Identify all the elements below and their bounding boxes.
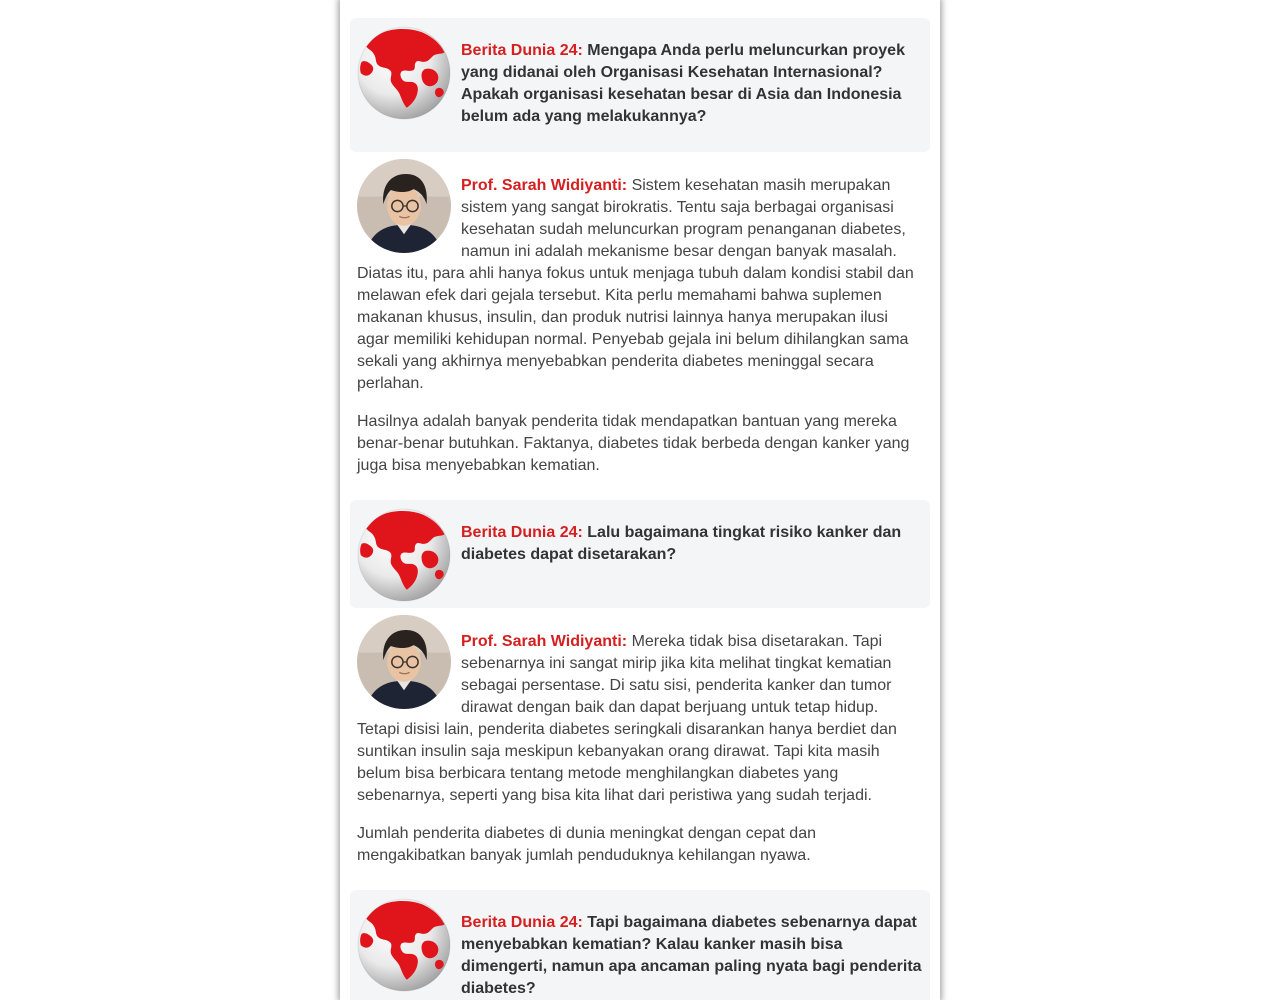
question-body: Tapi bagaimana diabetes sebenarnya dapat menyebabkan kematian? Kalau kanker masih bisa dimengerti, namun apa ancaman paling nyata bagi penderita diabetes? xyxy=(461,914,922,997)
answer-body: Mereka tidak bisa disetarakan. Tapi sebenarnya ini sangat mirip jika kita melihat tingkat kematian sebagai persentase. Di satu sisi, penderita kanker dan tumor dirawat dengan baik dan dapat berjuang untuk tetap hidup. Tetapi disisi lain, penderita diabetes seringkali disarankan hanya berdiet dan suntikan insulin saja meskipun kebanyakan orang dirawat. Tapi kita masih belum bisa berbicara tentang metode menghilangkan diabetes yang sebenarnya, seperti yang bisa kita lihat dari peristiwa yang sudah terjadi. xyxy=(357,633,897,804)
globe-icon xyxy=(357,508,451,602)
question-body: Mengapa Anda perlu meluncurkan proyek yang didanai oleh Organisasi Kesehatan Internasional? Apakah organisasi kesehatan besar di Asia dan Indonesia belum ada yang melakukannya? xyxy=(461,42,905,125)
question-body: Lalu bagaimana tingkat risiko kanker dan diabetes dapat disetarakan? xyxy=(461,524,902,563)
answer-body: Sistem kesehatan masih merupakan sistem yang sangat birokratis. Tentu saja berbagai organisasi kesehatan sudah meluncurkan program penanganan diabetes, namun ini adalah mekanisme besar dengan banyak masalah. Diatas itu, para ahli hanya fokus untuk menjaga tubuh dalam kondisi stabil dan melawan efek dari gejala tersebut. Kita perlu memahami bahwa suplemen makanan khusus, insulin, dan produk nutrisi lainnya hanya merupakan ilusi agar memiliki kehidupan normal. Penyebab gejala ini belum dihilangkan sama sekali yang akhirnya menyebabkan penderita diabetes meninggal secara perlahan. xyxy=(357,177,914,392)
answer-paragraph: Jumlah penderita diabetes di dunia meningkat dengan cepat dan mengakibatkan banyak jumlah penduduknya kehilangan nyawa. xyxy=(357,825,816,864)
answer-paragraph: Hasilnya adalah banyak penderita tidak mendapatkan bantuan yang mereka benar-benar butuhkan. Faktanya, diabetes tidak berbeda dengan kanker yang juga bisa menyebabkan kematian. xyxy=(357,413,910,474)
interviewer-label: Berita Dunia 24: xyxy=(461,524,583,541)
interview-answer-2 xyxy=(350,615,930,883)
expert-avatar xyxy=(357,615,451,709)
interview-question-3 xyxy=(350,890,930,1000)
interview-answer-1 xyxy=(350,159,930,493)
interview-question-1 xyxy=(350,18,930,152)
interviewer-label: Berita Dunia 24: xyxy=(461,914,583,931)
interviewer-label: Berita Dunia 24: xyxy=(461,42,583,59)
expert-avatar xyxy=(357,159,451,253)
expert-label: Prof. Sarah Widiyanti: xyxy=(461,633,628,650)
expert-label: Prof. Sarah Widiyanti: xyxy=(461,177,628,194)
interview-question-2 xyxy=(350,500,930,608)
globe-icon xyxy=(357,898,451,992)
globe-icon xyxy=(357,26,451,120)
article-page xyxy=(340,0,940,1000)
